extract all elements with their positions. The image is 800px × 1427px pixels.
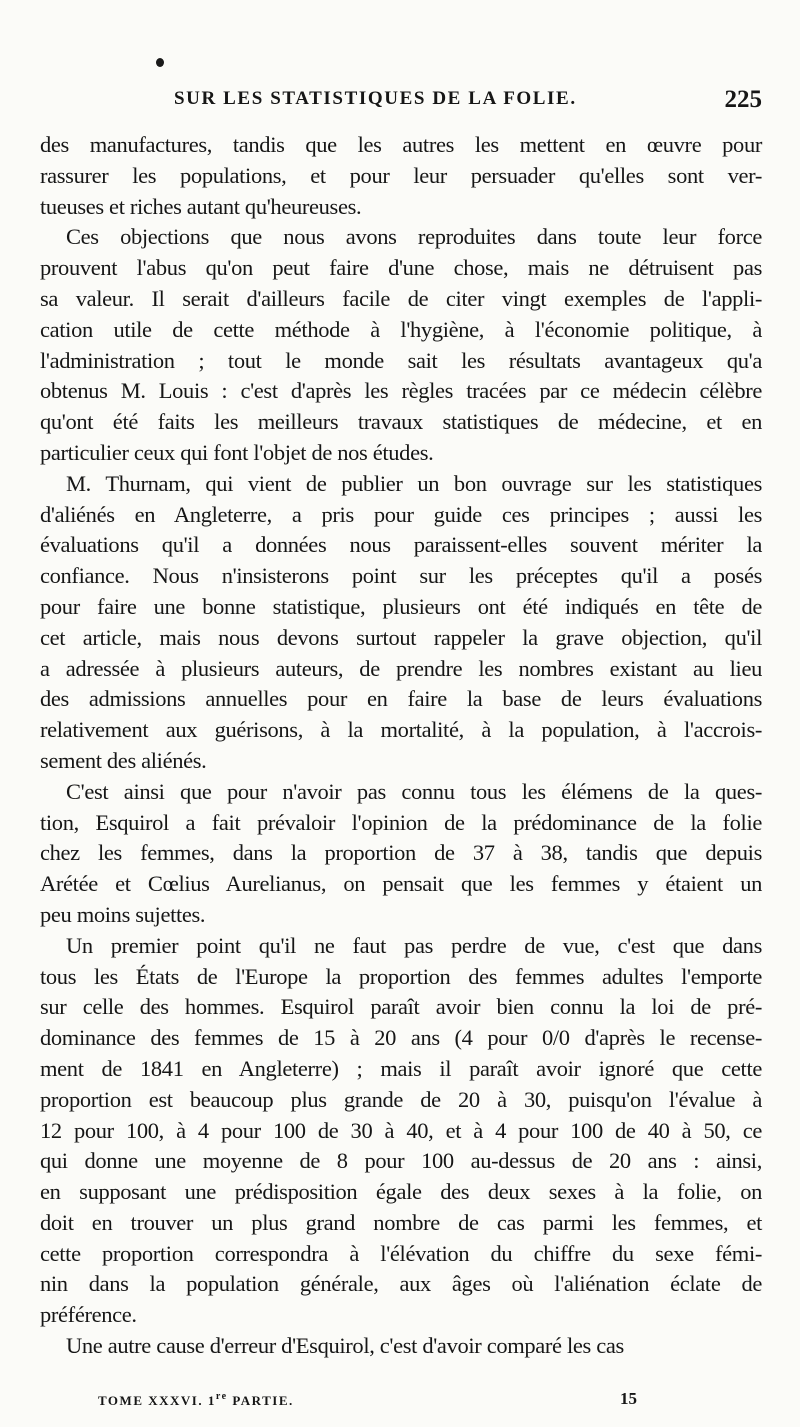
text-line: évaluations qu'il a données nous paraissent-elles souvent mériter la <box>40 532 762 558</box>
footer-volume-suffix: PARTIE. <box>227 1393 294 1408</box>
text-line: sement des aliénés. <box>40 747 207 773</box>
text-line: tion, Esquirol a fait prévaloir l'opinion de la prédominance de la folie <box>40 809 762 835</box>
text-line: qu'ont été faits les meilleurs travaux statistiques de médecine, et en <box>40 409 762 435</box>
text-line: ment de 1841 en Angleterre) ; mais il paraît avoir ignoré que cette <box>40 1055 762 1081</box>
text-line: en supposant une prédisposition égale des deux sexes à la folie, on <box>40 1179 762 1205</box>
text-line: préférence. <box>40 1302 137 1328</box>
footer-volume-superscript: re <box>215 1391 228 1402</box>
text-line: cation utile de cette méthode à l'hygiène, à l'économie politique, à <box>40 316 762 342</box>
text-line: cet article, mais nous devons surtout rappeler la grave objection, qu'il <box>40 624 762 650</box>
page-footer <box>98 1389 658 1417</box>
paragraph <box>40 130 762 222</box>
text-line: obtenus M. Louis : c'est d'après les règles tracées par ce médecin célèbre <box>40 378 762 404</box>
text-line: sur celle des hommes. Esquirol paraît avoir bien connu la loi de pré- <box>40 994 762 1020</box>
text-line: l'administration ; tout le monde sait les résultats avantageux qu'a <box>40 347 762 373</box>
text-line: confiance. Nous n'insisterons point sur les préceptes qu'il a posés <box>40 563 762 589</box>
text-line: dominance des femmes de 15 à 20 ans (4 pour 0/0 d'après le recense- <box>40 1025 762 1051</box>
text-line: Un premier point qu'il ne faut pas perdre de vue, c'est que dans <box>66 932 762 958</box>
text-line: qui donne une moyenne de 8 pour 100 au-dessus de 20 ans : ainsi, <box>40 1148 762 1174</box>
text-line: tous les États de l'Europe la proportion des femmes adultes l'emporte <box>40 963 762 989</box>
text-line: pour faire une bonne statistique, plusieurs ont été indiqués en tête de <box>40 593 762 619</box>
footer-volume-prefix: TOME XXXVI. 1 <box>98 1393 216 1408</box>
text-line: prouvent l'abus qu'on peut faire d'une chose, mais ne détruisent pas <box>40 255 762 281</box>
footer-volume-label <box>98 1393 294 1409</box>
text-line: des manufactures, tandis que les autres les mettent en œuvre pour <box>40 132 762 157</box>
footer-signature-mark: 15 <box>620 1389 637 1408</box>
text-line: proportion est beaucoup plus grande de 20 à 30, puisqu'on l'évalue à <box>40 1086 762 1112</box>
text-line: chez les femmes, dans la proportion de 37 à 38, tandis que depuis <box>40 840 762 866</box>
text-line: d'aliénés en Angleterre, a pris pour guide ces principes ; aussi les <box>40 501 762 527</box>
running-title: SUR LES STATISTIQUES DE LA FOLIE. <box>174 88 577 109</box>
text-line: particulier ceux qui font l'objet de nos études. <box>40 439 434 465</box>
text-line: nin dans la population générale, aux âges où l'aliénation éclate de <box>40 1271 762 1297</box>
paragraph <box>40 469 762 777</box>
text-line: Une autre cause d'erreur d'Esquirol, c'est d'avoir comparé les cas <box>66 1333 624 1359</box>
text-line: doit en trouver un plus grand nombre de cas parmi les femmes, et <box>40 1209 762 1235</box>
paragraph <box>40 777 762 931</box>
text-line: C'est ainsi que pour n'avoir pas connu tous les élémens de la ques- <box>66 778 762 804</box>
text-line: sa valeur. Il serait d'ailleurs facile de citer vingt exemples de l'appli- <box>40 285 762 311</box>
text-line: cette proportion correspondra à l'élévation du chiffre du sexe fémi- <box>40 1240 762 1266</box>
paragraph <box>40 222 762 468</box>
text-line: rassurer les populations, et pour leur persuader qu'elles sont ver- <box>40 162 762 188</box>
printing-speck <box>156 58 164 67</box>
text-line: a adressée à plusieurs auteurs, de prendre les nombres existant au lieu <box>40 655 762 681</box>
text-line: tueuses et riches autant qu'heureuses. <box>40 193 362 219</box>
text-line: M. Thurnam, qui vient de publier un bon ouvrage sur les statistiques <box>66 470 762 496</box>
running-header <box>40 88 762 118</box>
text-line: Arétée et Cœlius Aurelianus, on pensait que les femmes y étaient un <box>40 871 762 897</box>
paragraph <box>40 1331 762 1362</box>
text-line: Ces objections que nous avons reproduites dans toute leur force <box>66 224 762 250</box>
text-line: peu moins sujettes. <box>40 901 206 927</box>
text-line: des admissions annuelles pour en faire la base de leurs évaluations <box>40 686 762 712</box>
paragraph <box>40 931 762 1331</box>
page-number: 225 <box>724 86 762 113</box>
text-line: 12 pour 100, à 4 pour 100 de 30 à 40, et à 4 pour 100 de 40 à 50, ce <box>40 1117 762 1143</box>
body-text <box>40 130 762 1362</box>
text-line: relativement aux guérisons, à la mortalité, à la population, à l'accrois- <box>40 717 762 743</box>
